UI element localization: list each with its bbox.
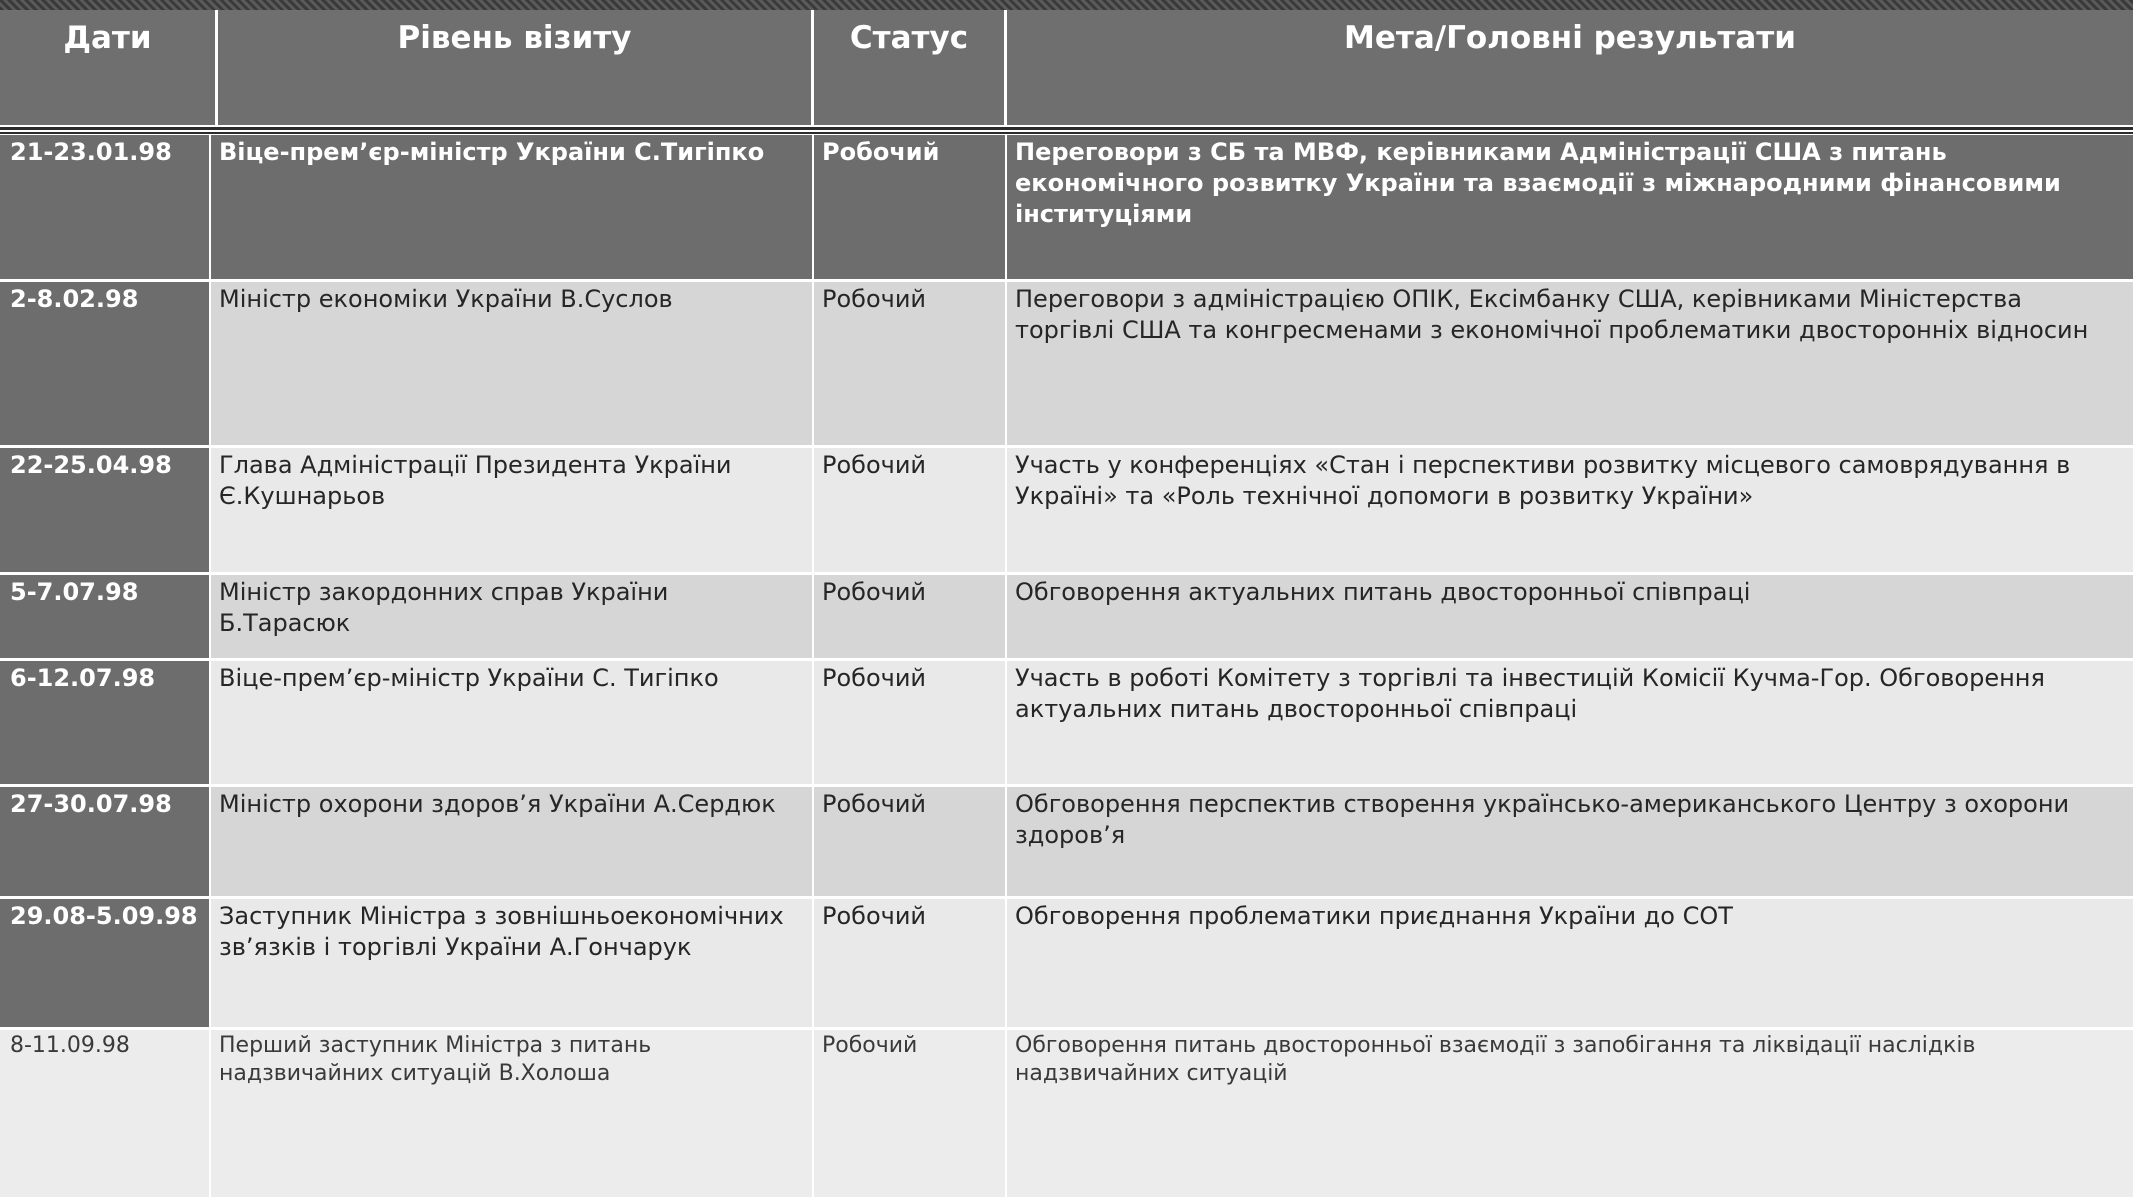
cell-status: Робочий (814, 787, 1007, 896)
cell-status: Робочий (814, 575, 1007, 658)
cell-date: 27-30.07.98 (0, 787, 211, 896)
header-visit-level: Рівень візиту (218, 10, 814, 125)
header-goal-results: Мета/Головні результати (1344, 20, 1796, 56)
header-separator-line (0, 127, 2133, 130)
cell-status: Робочий (814, 899, 1007, 1027)
table-row (0, 282, 2133, 448)
cell-goal: Переговори з СБ та МВФ, керівниками Адміністрації США з питань економічного розвитку України та взаємодії з міжнародними фінансовими інституціями (1007, 135, 2133, 279)
table-row (0, 1030, 2133, 1200)
cell-date: 2-8.02.98 (0, 282, 211, 445)
cell-visit-level: Глава Адміністрації Президента України Є.Кушнарьов (211, 448, 814, 572)
table-row (0, 899, 2133, 1030)
cell-status: Робочий (814, 135, 1007, 279)
cell-date: 29.08-5.09.98 (0, 899, 211, 1027)
decorative-top-strip (0, 0, 2133, 10)
table-row (0, 661, 2133, 787)
cell-date: 5-7.07.98 (0, 575, 211, 658)
header-status: Статус (814, 10, 1007, 125)
cell-visit-level: Міністр охорони здоров’я України А.Сердюк (211, 787, 814, 896)
cell-visit-level: Міністр закордонних справ України Б.Тарасюк (211, 575, 814, 658)
cell-goal: Обговорення актуальних питань двосторонньої співпраці (1007, 575, 2133, 658)
cell-status: Робочий (814, 1030, 1007, 1197)
cell-goal: Участь у конференціях «Стан і перспективи розвитку місцевого самоврядування в Україні» та «Роль технічної допомоги в розвитку України» (1007, 448, 2133, 572)
cell-goal: Участь в роботі Комітету з торгівлі та інвестицій Комісії Кучма-Гор. Обговорення актуальних питань двосторонньої співпраці (1007, 661, 2133, 784)
cell-visit-level: Міністр економіки України В.Суслов (211, 282, 814, 445)
cell-date: 8-11.09.98 (0, 1030, 211, 1197)
header-separator-line-thin (0, 132, 2133, 134)
table-row (0, 135, 2133, 282)
header-dates: Дати (0, 10, 218, 125)
cell-visit-level: Віце-прем’єр-міністр України С.Тигіпко (211, 135, 814, 279)
cell-goal: Обговорення проблематики приєднання України до СОТ (1007, 899, 2133, 1027)
table-row (0, 575, 2133, 661)
cell-visit-level: Віце-прем’єр-міністр України С. Тигіпко (211, 661, 814, 784)
cell-status: Робочий (814, 282, 1007, 445)
cell-goal: Обговорення перспектив створення українсько-американського Центру з охорони здоров’я (1007, 787, 2133, 896)
cell-visit-level: Заступник Міністра з зовнішньоекономічних зв’язків і торгівлі України А.Гончарук (211, 899, 814, 1027)
cell-status: Робочий (814, 661, 1007, 784)
table-row (0, 787, 2133, 899)
table-row (0, 448, 2133, 575)
cell-visit-level: Перший заступник Міністра з питань надзвичайних ситуацій В.Холоша (211, 1030, 814, 1197)
cell-goal: Переговори з адміністрацією ОПІК, Ексімбанку США, керівниками Міністерства торгівлі США та конгресменами з економічної проблематики двосторонніх відносин (1007, 282, 2133, 445)
cell-date: 22-25.04.98 (0, 448, 211, 572)
cell-date: 6-12.07.98 (0, 661, 211, 784)
cell-status: Робочий (814, 448, 1007, 572)
cell-date: 21-23.01.98 (0, 135, 211, 279)
table-header-row (0, 10, 2133, 125)
cell-goal: Обговорення питань двосторонньої взаємодії з запобігання та ліквідації наслідків надзвичайних ситуацій (1007, 1030, 2133, 1197)
